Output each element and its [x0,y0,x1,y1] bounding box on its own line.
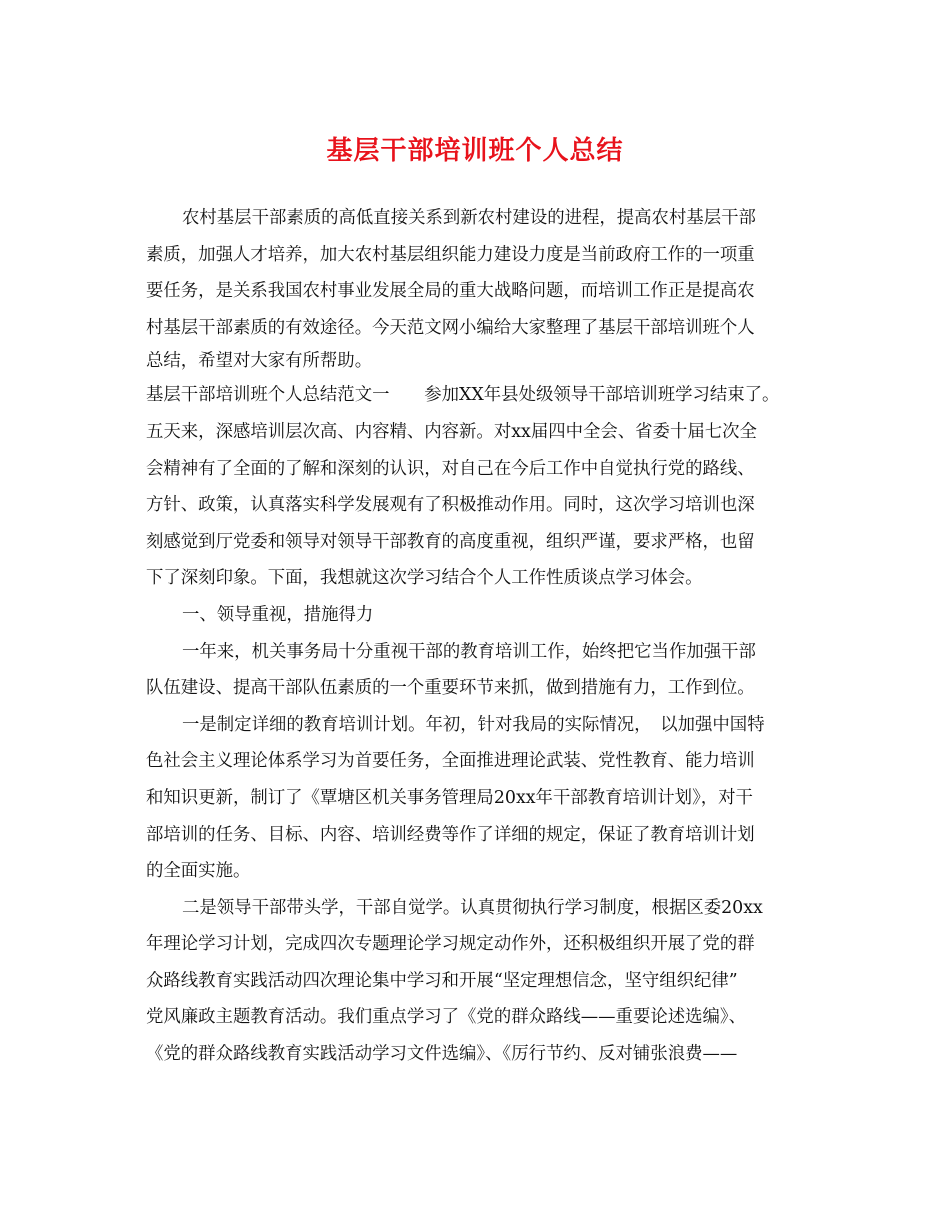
text-line: 和知识更新，制订了《覃塘区机关事务管理局20xx年干部教育培训计划》，对干 [146,787,753,808]
text-line: 素质，加强人才培养，加大农村基层组织能力建设力度是当前政府工作的一项重 [146,244,755,265]
text-line: 《党的群众路线教育实践活动学习文件选编》、《厉行节约、反对铺张浪费—— [146,1044,738,1065]
text-line: 总结，希望对大家有所帮助。 [146,351,373,372]
text-line: 基层干部培训班个人总结范文一 参加XX年县处级领导干部培训班学习结束了。 [146,385,780,406]
text-line: 刻感觉到厅党委和领导对领导干部教育的高度重视，组织严谨，要求严格，也留 [146,531,755,552]
text-line: 党风廉政主题教育活动。我们重点学习了《党的群众路线——重要论述选编》、 [146,1007,746,1028]
text-line: 要任务，是关系我国农村事业发展全局的重大战略问题，而培训工作正是提高农 [146,281,755,302]
text-line: 会精神有了全面的了解和深刻的认识，对自己在今后工作中自觉执行党的路线、 [146,458,755,479]
text-line: 色社会主义理论体系学习为首要任务，全面推进理论武装、党性教育、能力培训 [146,751,755,772]
text-line: 五天来，深感培训层次高、内容精、内容新。对xx届四中全会、省委十届七次全 [146,421,757,442]
text-line: 队伍建设、提高干部队伍素质的一个重要环节来抓，做到措施有力，工作到位。 [146,678,755,699]
text-line: 的全面实施。 [146,861,251,882]
text-line: 一年来，机关事务局十分重视干部的教育培训工作，始终把它当作加强干部 [182,641,756,662]
text-line: 一是制定详细的教育培训计划。年初，针对我局的实际情况， 以加强中国特 [182,714,765,735]
text-line: 农村基层干部素质的高低直接关系到新农村建设的进程，提高农村基层干部 [182,208,756,228]
text-line: 二是领导干部带头学，干部自觉学。认真贯彻执行学习制度，根据区委20xx [182,897,763,918]
text-line: 一、领导重视，措施得力 [182,604,374,625]
text-line: 部培训的任务、目标、内容、培训经费等作了详细的规定，保证了教育培训计划 [146,824,755,845]
text-line: 众路线教育实践活动四次理论集中学习和开展“坚定理想信念，坚守组织纪律” [146,970,738,991]
text-line: 年理论学习计划，完成四次专题理论学习规定动作外，还积极组织开展了党的群 [146,934,755,955]
document-title: 基层干部培训班个人总结 [326,136,624,166]
document-body [146,200,821,1073]
text-line: 村基层干部素质的有效途径。今天范文网小编给大家整理了基层干部培训班个人 [146,317,755,338]
text-line: 方针、政策，认真落实科学发展观有了积极推动作用。同时，这次学习培训也深 [146,495,755,516]
text-line: 下了深刻印象。下面，我想就这次学习结合个人工作性质谈点学习体会。 [146,568,703,589]
